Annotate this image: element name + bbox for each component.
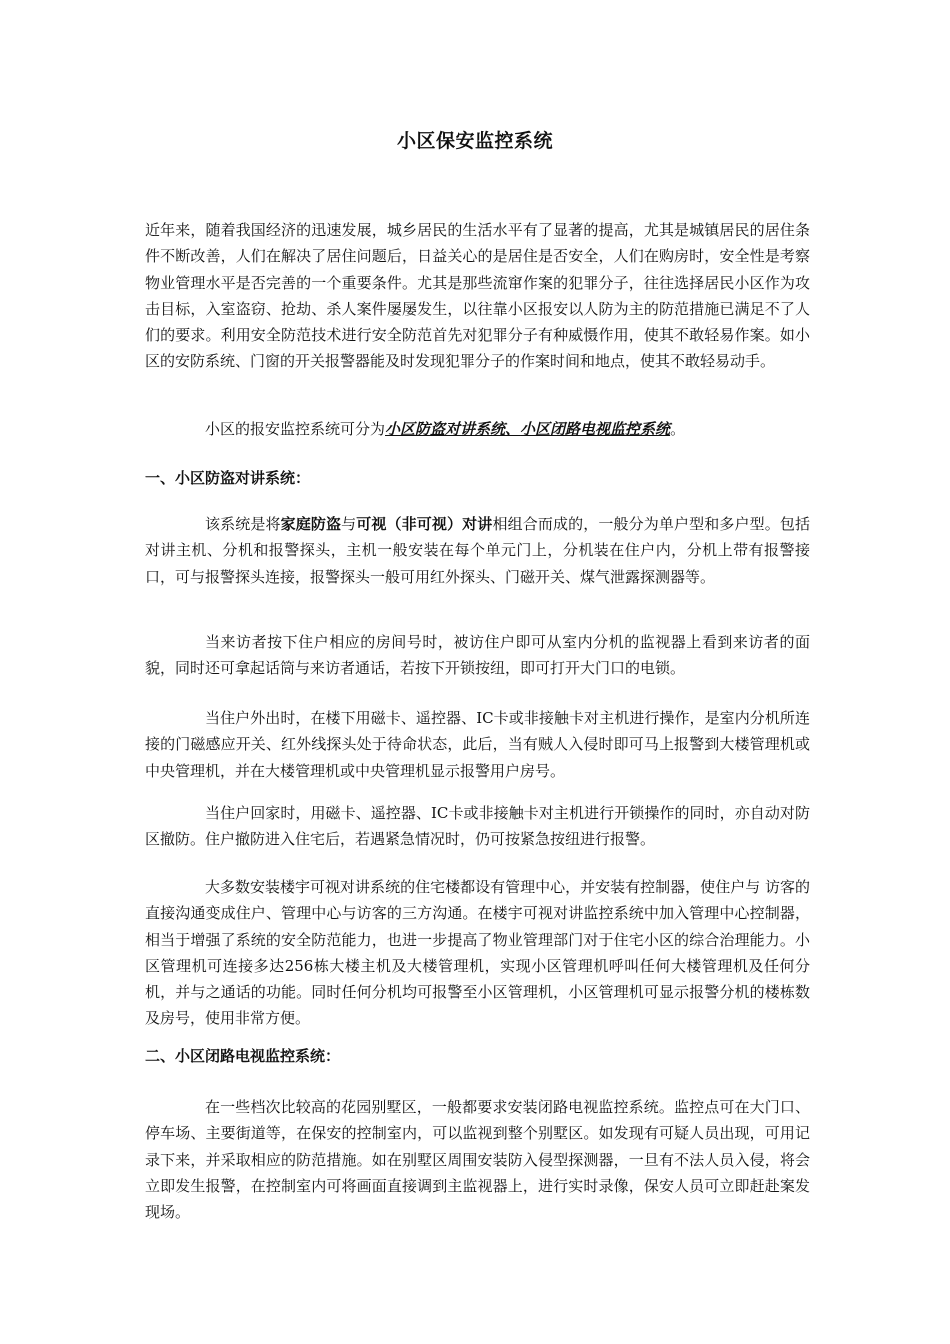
section-1-paragraph-5: 大多数安装楼宇可视对讲系统的住宅楼都设有管理中心，并安装有控制器，使住户与 访客的直接沟通变成住户、管理中心与访客的三方沟通。在楼宇可视对讲监控系统中加入管理中心控制器，相当于增强了系统的安全防范能力，也进一步提高了物业管理部门对于住宅小区的综合治理能力。小区管理机可连接多达256栋大楼主机及大楼管理机，实现小区管理机呼叫任何大楼管理机及任何分机，并与之通话的功能。同时任何分机均可报警至小区管理机，小区管理机可显示报警分机的楼栋数及房号，使用非常方便。	[145, 878, 810, 1028]
section-2-heading: 二、小区闭路电视监控系统：	[145, 1047, 341, 1065]
overview-item-intercom-system: 小区防盗对讲系统	[385, 420, 506, 438]
section-1-paragraph-3: 当住户外出时，在楼下用磁卡、遥控器、IC卡或非接触卡对主机进行操作，是室内分机所连接的门磁感应开关、红外线探头处于待命状态，此后，当有贼人入侵时即可马上报警到大楼管理机或中央管理机，并在大楼管理机或中央管理机显示报警用户房号。	[145, 709, 810, 780]
s1p1-bold-home-security: 家庭防盗	[280, 515, 342, 533]
section-1-paragraph-2: 当来访者按下住户相应的房间号时，被访住户即可从室内分机的监视器上看到来访者的面貌，同时还可拿起话筒与来访者通话，若按下开锁按纽，即可打开大门口的电锁。	[145, 633, 810, 678]
s1p1-bold-video-intercom: 可视（非可视）对讲	[356, 515, 493, 533]
section-1-heading: 一、小区防盗对讲系统：	[145, 469, 311, 487]
section-1-paragraph-1	[145, 511, 810, 590]
section-1-paragraph-4: 当住户回家时，用磁卡、遥控器、IC卡或非接触卡对主机进行开锁操作的同时，亦自动对防区撤防。住户撤防进入住宅后，若遇紧急情况时，仍可按紧急按纽进行报警。	[145, 804, 810, 849]
s1p1-mid: 与	[341, 515, 357, 533]
document-title: 小区保安监控系统	[396, 130, 553, 152]
intro-paragraph: 近年来，随着我国经济的迅速发展，城乡居民的生活水平有了显著的提高，尤其是城镇居民的居住条件不断改善，人们在解决了居住问题后，日益关心的是居住是否安全，人们在购房时，安全性是考察物业管理水平是否完善的一个重要条件。尤其是那些流窜作案的犯罪分子，往往选择居民小区作为攻击目标，入室盗窃、抢劫、杀人案件屡屡发生，以往靠小区报安以人防为主的防范措施已满足不了人们的要求。利用安全防范技术进行安全防范首先对犯罪分子有种威慑作用，使其不敢轻易作案。如小区的安防系统、门窗的开关报警器能及时发现犯罪分子的作案时间和地点，使其不敢轻易动手。	[145, 221, 810, 371]
section-2-paragraph-1: 在一些档次比较高的花园别墅区，一般都要求安装闭路电视监控系统。监控点可在大门口、停车场、主要街道等，在保安的控制室内，可以监视到整个别墅区。如发现有可疑人员出现，可用记录下来，并采取相应的防范措施。如在别墅区周围安装防入侵型探测器，一旦有不法人员入侵，将会立即发生报警，在控制室内可将画面直接调到主监视器上，进行实时录像，保安人员可立即赶赴案发现场。	[145, 1098, 810, 1222]
overview-prefix: 小区的报安监控系统可分为	[205, 420, 386, 438]
overview-paragraph	[145, 416, 810, 442]
s1p1-prefix: 该系统是将	[205, 515, 281, 533]
s1p1-rest: 相组合而成的，一般分为单户型和多户型。包括对讲主机、分机和报警探头，主机一般安装在每个单元门上，分机装在住户内，分机上带有报警接口，可与报警探头连接，报警探头一般可用红外探头、门磁开关、煤气泄露探测器等。	[145, 515, 810, 586]
overview-item-cctv-system: 小区闭路电视监控系统	[520, 420, 671, 438]
overview-suffix: 。	[670, 420, 686, 438]
overview-separator: 、	[505, 420, 521, 438]
